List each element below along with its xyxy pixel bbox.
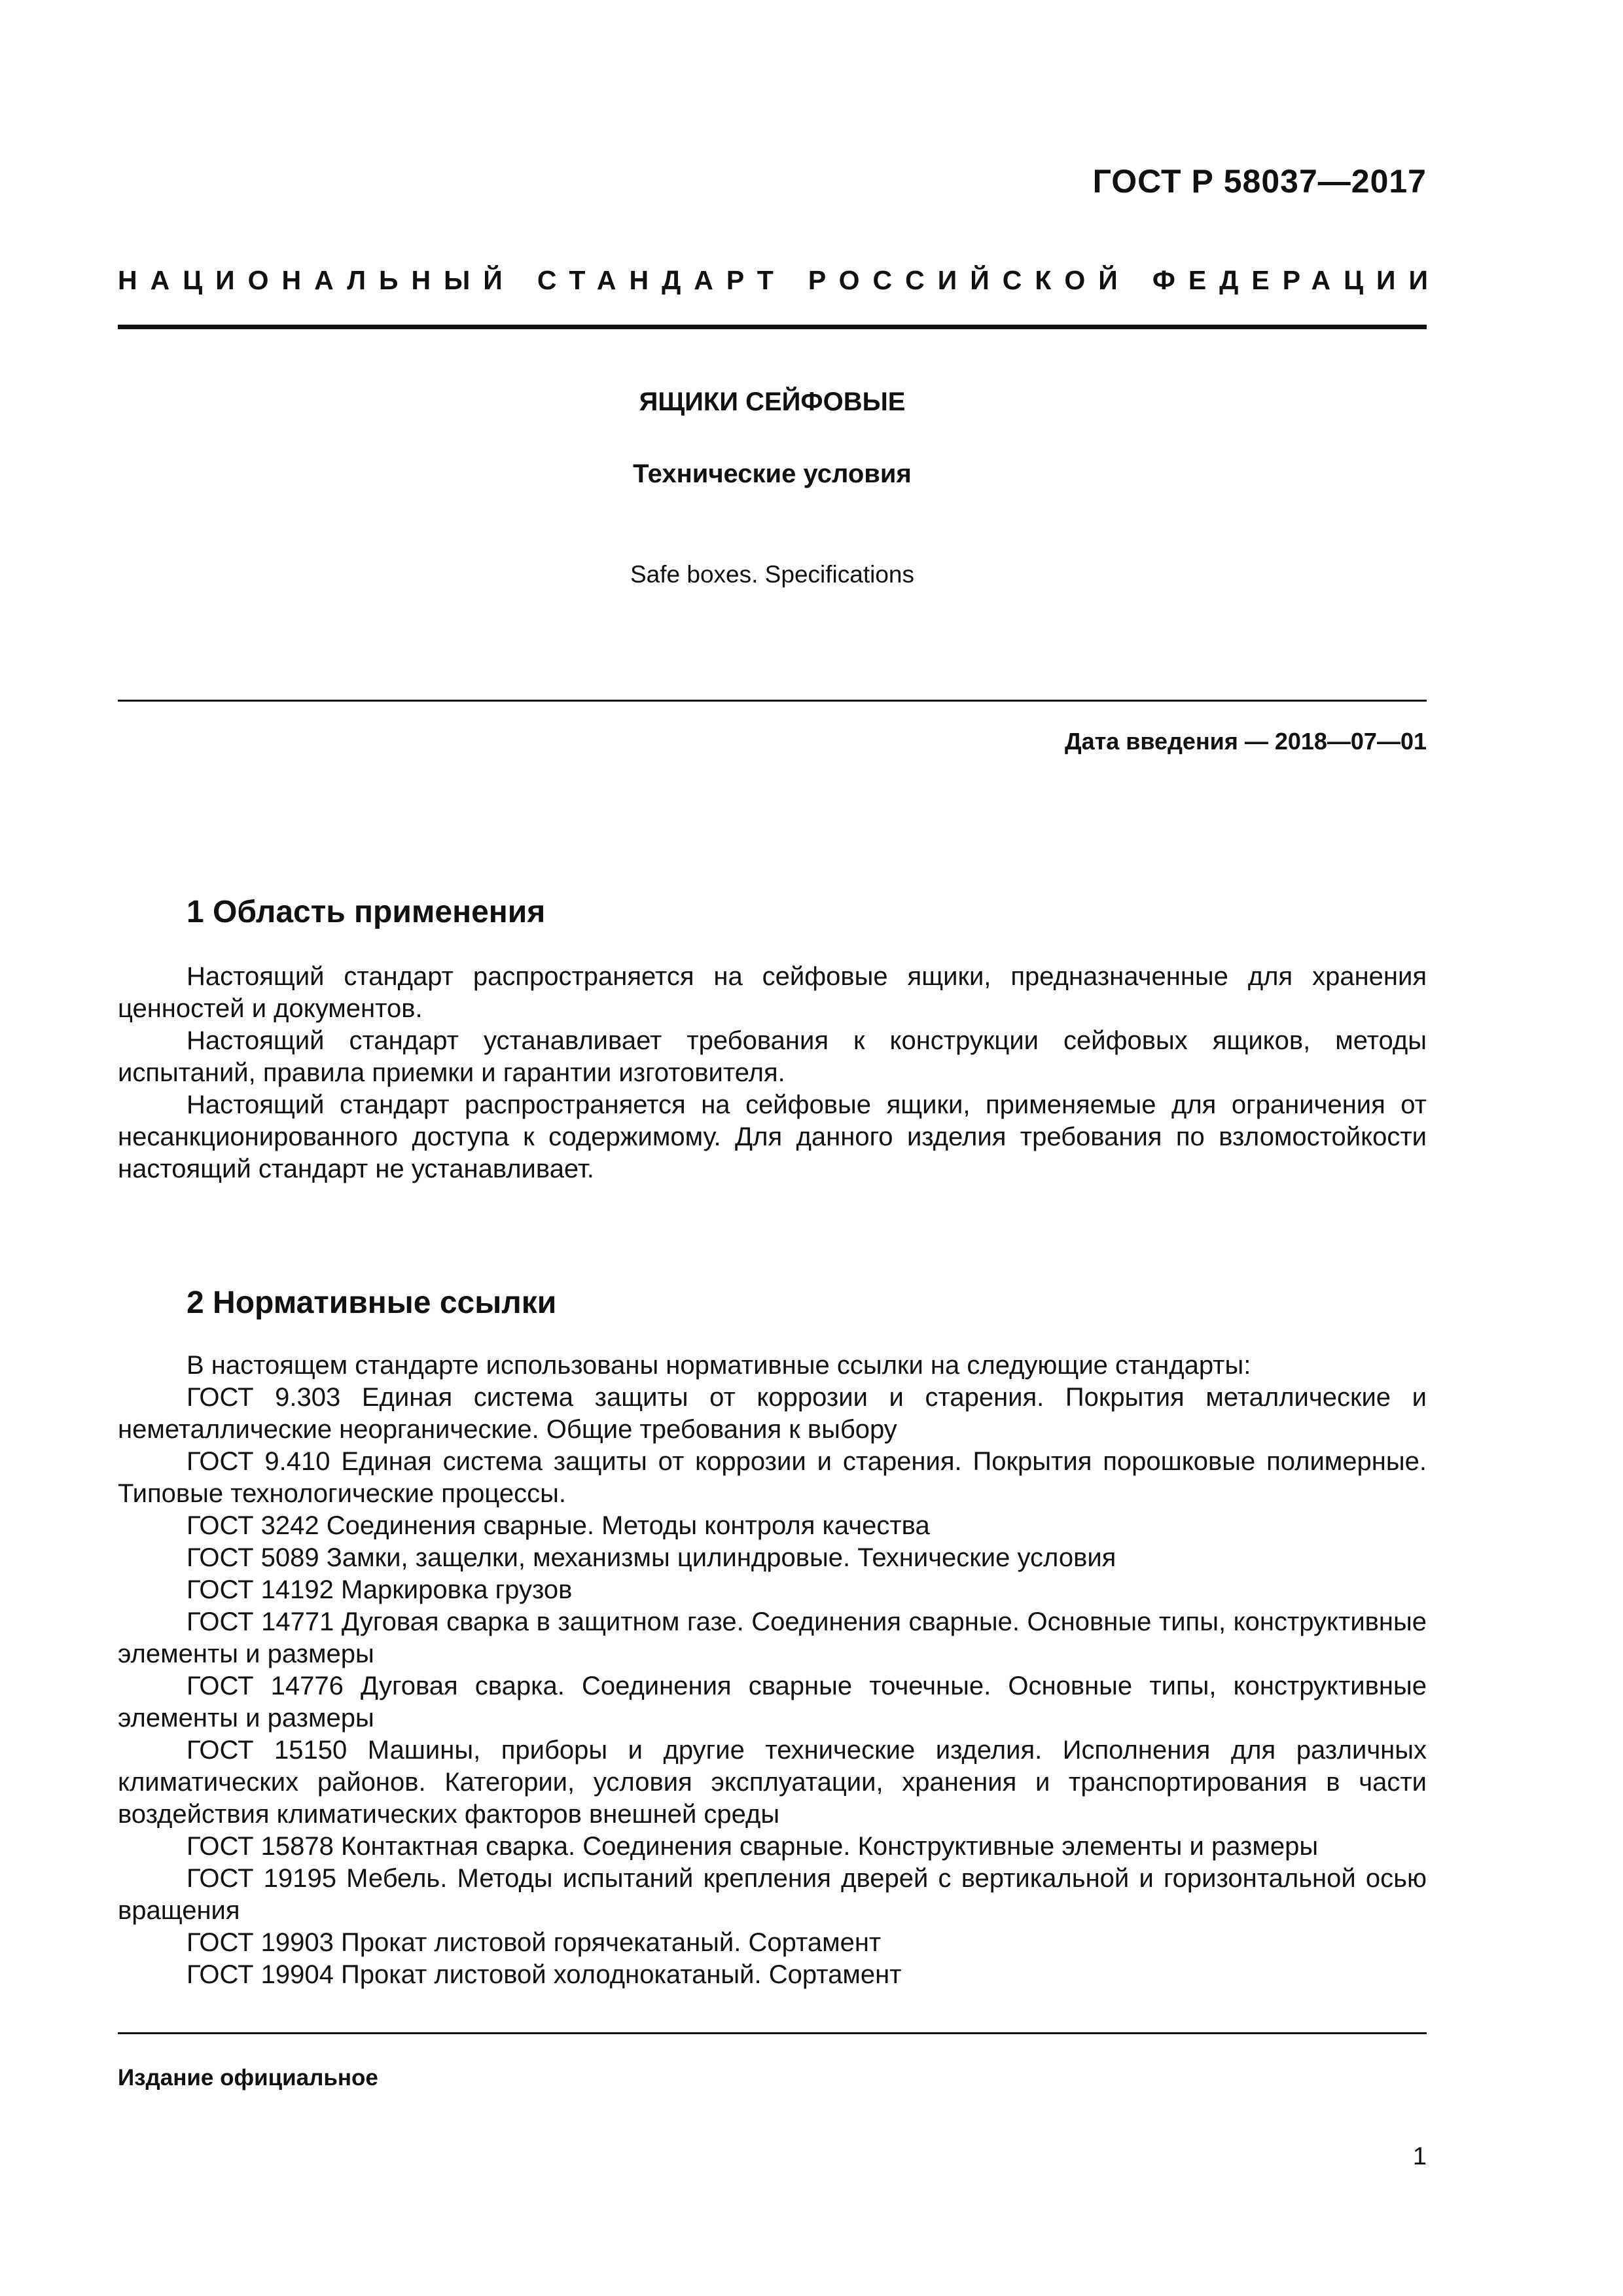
introduction-date: Дата введения — 2018—07—01: [1064, 728, 1427, 755]
reference-item: ГОСТ 14776 Дуговая сварка. Соединения сварные точечные. Основные типы, конструктивные элементы и размеры: [118, 1672, 1427, 1732]
page-number: 1: [1412, 2143, 1427, 2170]
reference-item: ГОСТ 14771 Дуговая сварка в защитном газе. Соединения сварные. Основные типы, конструктивные элементы и размеры: [118, 1607, 1427, 1668]
section-1-body: [118, 961, 1427, 1185]
reference-item: ГОСТ 3242 Соединения сварные. Методы контроля качества: [187, 1511, 930, 1540]
header-divider: [118, 325, 1427, 329]
reference-item: ГОСТ 19903 Прокат листовой горячекатаный. Сортамент: [187, 1928, 882, 1957]
reference-item: ГОСТ 15150 Машины, приборы и другие технические изделия. Исполнения для различных климатических районов. Категории, условия эксплуатации, хранения и транспортирования в части воздействия климатических факторов внешней среды: [118, 1736, 1427, 1829]
reference-item: ГОСТ 15878 Контактная сварка. Соединения сварные. Конструктивные элементы и размеры: [187, 1832, 1319, 1861]
title-divider: [118, 700, 1427, 702]
english-title: Safe boxes. Specifications: [630, 561, 914, 588]
paragraph: Настоящий стандарт распространяется на сейфовые ящики, применяемые для ограничения от несанкционированного доступа к содержимому. Для данного изделия требования по взломостойкости настоящий стандарт не устанавливает.: [118, 1090, 1427, 1183]
banner-word: ФЕДЕРАЦИИ: [1152, 265, 1441, 295]
reference-item: ГОСТ 14192 Маркировка грузов: [187, 1575, 573, 1604]
paragraph: Настоящий стандарт устанавливает требования к конструкции сейфовых ящиков, методы испытаний, правила приемки и гарантии изготовителя.: [118, 1026, 1427, 1087]
reference-item: ГОСТ 5089 Замки, защелки, механизмы цилиндровые. Технические условия: [187, 1543, 1116, 1572]
section-2-body: [118, 1350, 1427, 1991]
footer-divider: [118, 2032, 1427, 2034]
official-edition-label: Издание официальное: [118, 2065, 378, 2090]
reference-item: ГОСТ 9.303 Единая система защиты от коррозии и старения. Покрытия металлические и неметаллические неорганические. Общие требования к выбору: [118, 1383, 1427, 1444]
section-1-heading: 1 Область применения: [187, 895, 546, 929]
reference-item: ГОСТ 19195 Мебель. Методы испытаний крепления дверей с вертикальной и горизонтальной осью вращения: [118, 1864, 1427, 1925]
section-2-heading: 2 Нормативные ссылки: [187, 1285, 557, 1320]
document-subtitle: Технические условия: [633, 459, 912, 488]
reference-item: ГОСТ 9.410 Единая система защиты от коррозии и старения. Покрытия порошковые полимерные. Типовые технологические процессы.: [118, 1447, 1427, 1508]
banner-word: СТАНДАРТ: [537, 265, 787, 295]
paragraph: Настоящий стандарт распространяется на сейфовые ящики, предназначенные для хранения ценностей и документов.: [118, 962, 1427, 1023]
banner-word: РОССИЙСКОЙ: [808, 265, 1131, 295]
document-title: ЯЩИКИ СЕЙФОВЫЕ: [639, 387, 906, 416]
reference-item: ГОСТ 19904 Прокат листовой холоднокатаный. Сортамент: [187, 1960, 902, 1989]
paragraph: В настоящем стандарте использованы нормативные ссылки на следующие стандарты:: [187, 1351, 1251, 1380]
banner-word: НАЦИОНАЛЬНЫЙ: [118, 265, 516, 295]
document-code: ГОСТ Р 58037—2017: [1092, 163, 1427, 200]
national-standard-banner: [118, 265, 1441, 296]
